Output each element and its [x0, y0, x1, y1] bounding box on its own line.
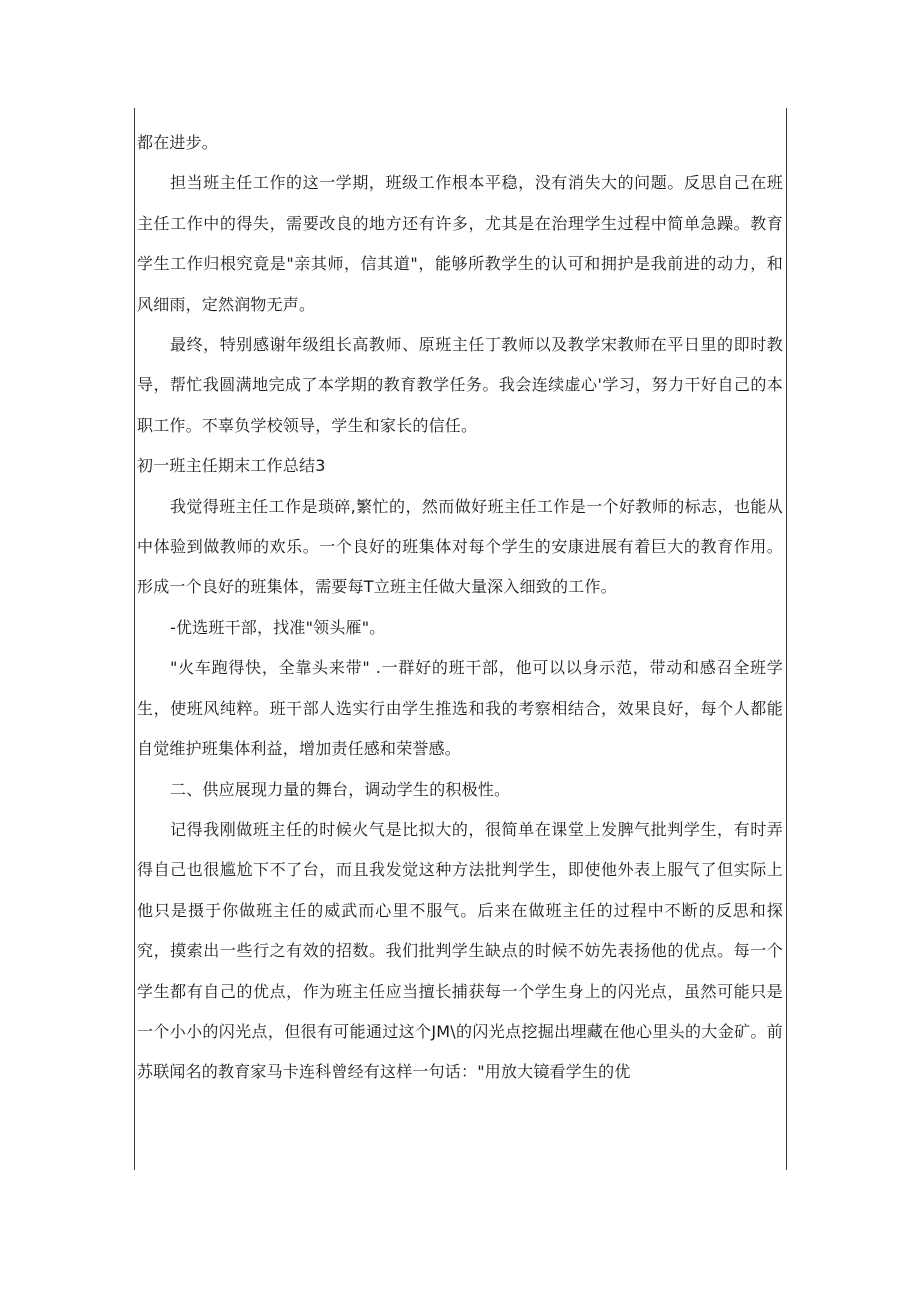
paragraph-reflection: 担当班主任工作的这一学期，班级工作根本平稳，没有消失大的问题。反思自己在班主任工作中的得失，需要改良的地方还有许多，尤其是在治理学生过程中简单急躁。教育学生工作归根究竟是"亲其师，信其道"，能够所教学生的认可和拥护是我前进的动力，和风细雨，定然润物无声。 [137, 173, 783, 314]
paragraph-continuation: 都在进步。 [137, 133, 219, 152]
paragraph-intro: 我觉得班主任工作是琐碎,繁忙的，然而做好班主任工作是一个好教师的标志，也能从中体验到做教师的欢乐。一个良好的班集体对每个学生的安康进展有着巨大的教育作用。形成一个良好的班集体，需要每T立班主任做大量深入细致的工作。 [137, 496, 783, 597]
document-body [137, 123, 783, 1093]
paragraph-thanks: 最终，特别感谢年级组长高教师、原班主任丁教师以及教学宋教师在平日里的即时教导，帮忙我圆满地完成了本学期的教育教学任务。我会连续虚心'学习，努力干好自己的本职工作。不辜负学校领导，学生和家长的信任。 [137, 335, 783, 435]
section-heading: 初一班主任期末工作总结3 [137, 456, 326, 476]
right-border-line [786, 108, 787, 1170]
paragraph-class-leaders: "火车跑得快，全靠头来带" .一群好的班干部，他可以以身示范，带动和感召全班学生，使班风纯粹。班干部人选实行由学生推选和我的考察相结合，效果良好，每个人都能自觉维护班集体利益，增加责任感和荣誉感。 [137, 658, 783, 759]
paragraph-praise-method: 记得我刚做班主任的时候火气是比拟大的，很简单在课堂上发脾气批判学生，有时弄得自己也很尴尬下不了台，而且我发觉这种方法批判学生，即使他外表上服气了但实际上他只是摄于你做班主任的威武而心里不服气。后来在做班主任的过程中不断的反思和探究，摸索出一些行之有效的招数。我们批判学生缺点的时候不妨先表扬他的优点。每一个学生都有自己的优点，作为班主任应当擅长捕获每一个学生身上的闪光点，虽然可能只是一个小小的闪光点，但很有可能通过这个JM\的闪光点挖掘出埋藏在他心里头的大金矿。前苏联闻名的教育家马卡连科曾经有这样一句话："用放大镜看学生的优 [137, 819, 783, 1082]
left-border-line [134, 108, 135, 1170]
paragraph-point-one: -优选班干部，找准"领头雁"。 [170, 617, 386, 637]
paragraph-point-two: 二、供应展现力量的舞台，调动学生的积极性。 [170, 779, 511, 799]
